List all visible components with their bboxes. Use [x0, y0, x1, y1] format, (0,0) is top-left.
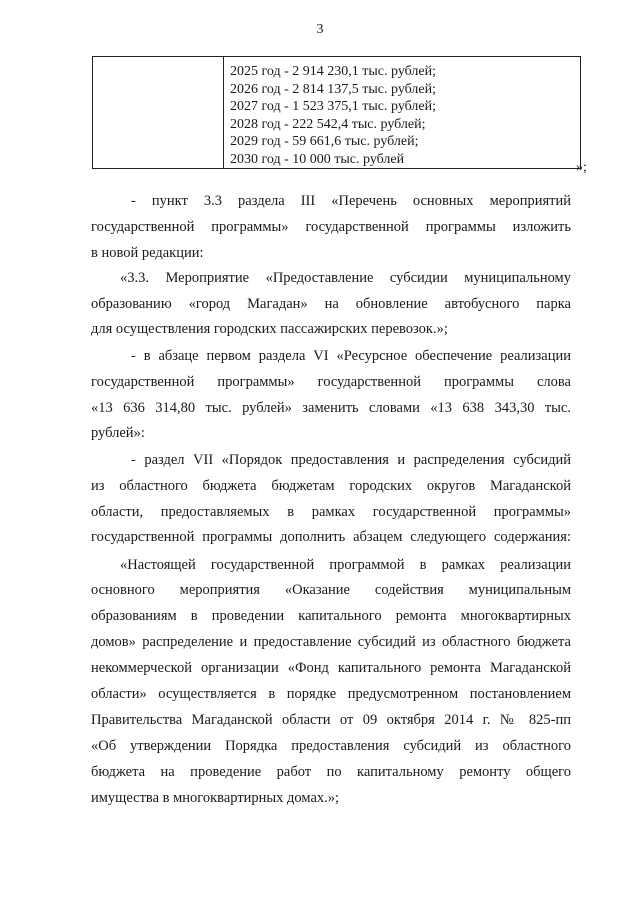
text-line: «Об утверждении Порядка предоставления субсидий из областного	[91, 738, 571, 754]
text-line: - раздел VII «Порядок предоставления и распределения субсидий	[131, 452, 571, 468]
funding-year-line: 2029 год - 59 661,6 тыс. рублей;	[230, 134, 419, 149]
text-line: Правительства Магаданской области от 09 октября 2014 г. № 825-пп	[91, 712, 571, 728]
text-line: - в абзаце первом раздела VI «Ресурсное обеспечение реализации	[131, 348, 571, 364]
table-closing-quote: »;	[576, 160, 587, 175]
text-line: образованию «город Магадан» на обновление автобусного парка	[91, 296, 571, 312]
funding-year-line: 2027 год - 1 523 375,1 тыс. рублей;	[230, 99, 437, 114]
text-line: имущества в многоквартирных домах.»;	[91, 790, 340, 806]
text-line: некоммерческой организации «Фонд капитального ремонта Магаданской	[91, 660, 571, 676]
program-funding-table	[92, 56, 581, 169]
funding-year-line: 2030 год - 10 000 тыс. рублей	[230, 151, 405, 167]
text-line: в новой редакции:	[91, 245, 204, 261]
table-right-cell	[224, 57, 581, 169]
table-left-cell	[93, 57, 224, 169]
text-line: из областного бюджета бюджетам городских округов Магаданской	[91, 478, 571, 494]
text-line: государственной программы дополнить абзацем следующего содержания:	[91, 529, 571, 545]
text-line: государственной программы» государственной программы слова	[91, 374, 571, 390]
text-line: «Настоящей государственной программой в рамках реализации	[120, 557, 571, 573]
text-line: государственной программы» государственной программы изложить	[91, 219, 571, 235]
text-line: области, предоставляемых в рамках государственной программы»	[91, 504, 571, 520]
funding-year-line: 2028 год - 222 542,4 тыс. рублей;	[230, 116, 426, 132]
text-line: для осуществления городских пассажирских перевозок.»;	[91, 321, 448, 337]
funding-year-line: 2025 год - 2 914 230,1 тыс. рублей;	[230, 64, 437, 79]
funding-year-line: 2026 год - 2 814 137,5 тыс. рублей;	[230, 81, 437, 97]
text-line: домов» распределение и предоставление субсидий из областного бюджета	[91, 634, 571, 650]
text-line: рублей»:	[91, 425, 145, 441]
text-line: «3.3. Мероприятие «Предоставление субсидии муниципальному	[120, 270, 571, 286]
text-line: бюджета на проведение работ по капитальному ремонту общего	[91, 764, 571, 780]
text-line: основного мероприятия «Оказание содействия муниципальным	[91, 582, 571, 598]
text-line: образованиям в проведении капитального ремонта многоквартирных	[91, 608, 571, 624]
page-number: 3	[316, 22, 324, 37]
text-line: области» осуществляется в порядке предусмотренном постановлением	[91, 686, 571, 702]
text-line: - пункт 3.3 раздела III «Перечень основных мероприятий	[131, 193, 571, 209]
text-line: «13 636 314,80 тыс. рублей» заменить словами «13 638 343,30 тыс.	[91, 400, 571, 416]
